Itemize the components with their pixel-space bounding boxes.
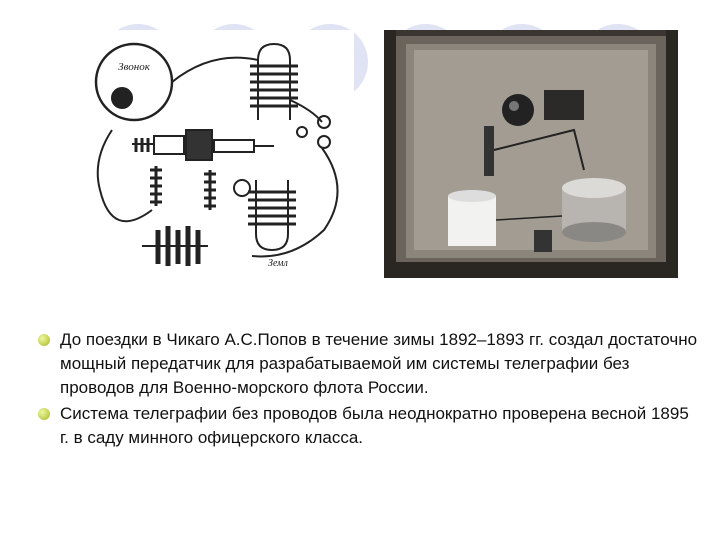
bullet-item: [38, 328, 698, 400]
transmitter-circuit-diagram: [72, 30, 354, 272]
lower-coil: [234, 180, 296, 250]
bell-disc: [96, 44, 172, 120]
bullet-icon: [38, 334, 50, 346]
battery: [142, 226, 208, 266]
bell-label: Звонок: [118, 61, 150, 73]
bullet-list: [38, 328, 698, 452]
bullet-item: [38, 402, 698, 450]
bullet-text: До поездки в Чикаго А.С.Попов в течение зимы 1892–1893 гг. создал достаточно мощный передатчик для разрабатываемой им системы телеграфии без проводов для Военно-морского флота России.: [60, 330, 698, 397]
bullet-text: Система телеграфии без проводов была неоднократно проверена весной 1895 г. в саду минного офицерского класса.: [60, 404, 689, 447]
interrupter: [132, 130, 274, 160]
transmitter-box-photo: [384, 30, 678, 278]
top-coil: [250, 44, 298, 120]
earth-label: Земл: [268, 258, 288, 269]
bullet-icon: [38, 408, 50, 420]
